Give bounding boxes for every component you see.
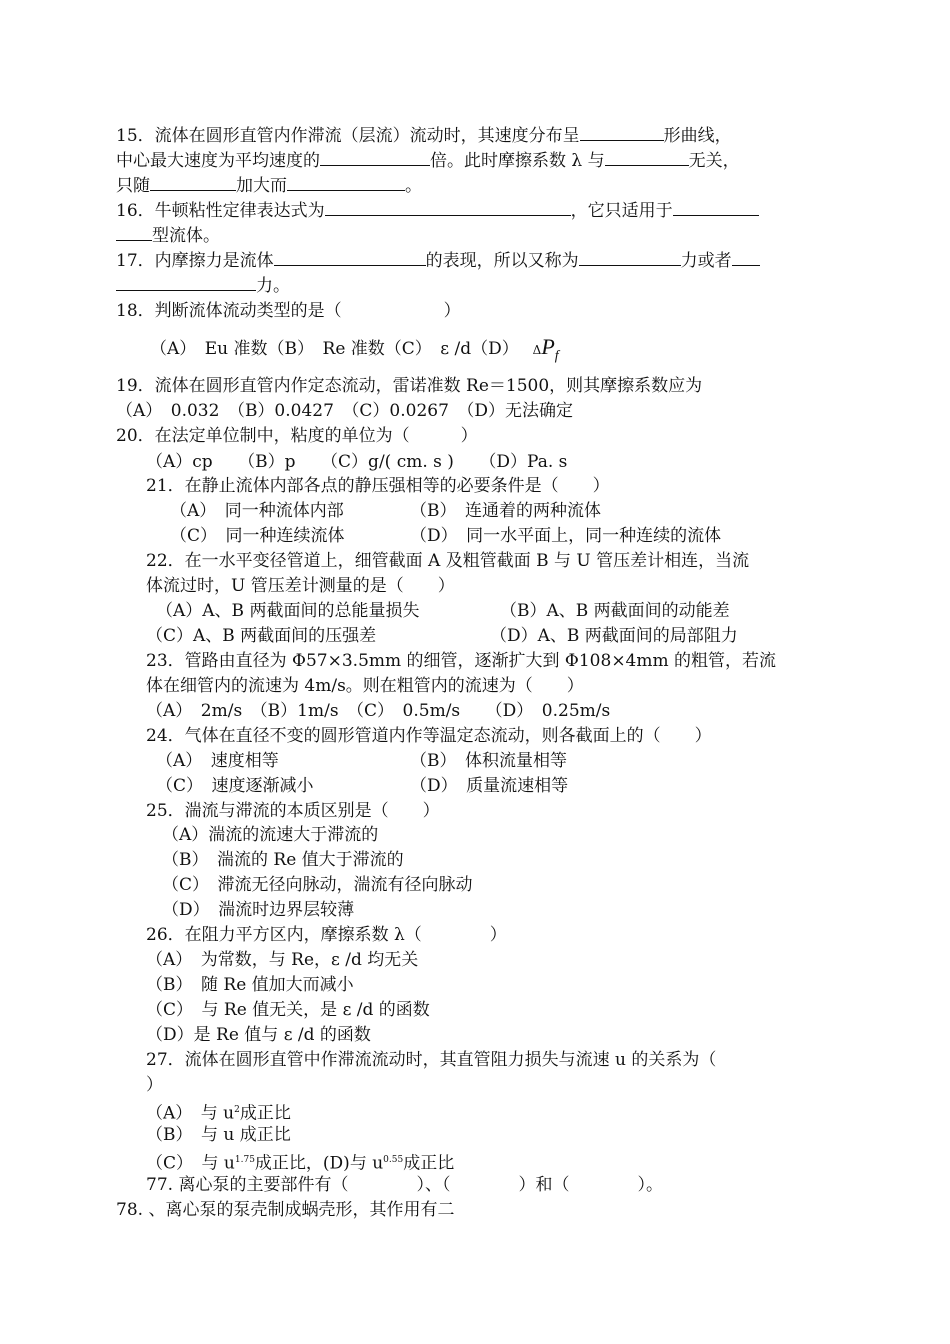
q23-line1: 23．管路由直径为 Φ57×3.5mm 的细管，逐渐扩大到 Φ108×4mm 的粗管，若流 — [146, 651, 777, 671]
q27-option-a: （A） 与 $u^2$成正比 — [146, 1103, 291, 1124]
blank-line — [673, 200, 759, 216]
q17-line1: 17．内摩擦力是流体 的表现，所以又称为 力或者 — [116, 249, 760, 273]
q21-option-a: （A） 同一种流体内部 — [170, 501, 344, 521]
q77-text: 77. 离心泵的主要部件有（ ）、（ ）和（ ）。 — [146, 1175, 663, 1195]
q18-options: （A） Eu 准数（B） Re 准数（C） ε /d（D） $\Delta P_f$ — [150, 334, 559, 364]
q24-stem: 24．气体在直径不变的圆形管道内作等温定态流动，则各截面上的（ ） — [146, 726, 712, 746]
q25-option-b: （B） 湍流的 Re 值大于滞流的 — [162, 850, 404, 870]
pf-symbol: $P_f$ — [541, 334, 559, 364]
q16-line1: 16．牛顿粘性定律表达式为 ，它只适用于 — [116, 199, 759, 223]
q22-option-b: （B）A、B 两截面间的动能差 — [500, 601, 730, 621]
q26-option-a: （A） 为常数，与 Re，ε /d 均无关 — [146, 950, 419, 970]
q17-line2: 力。 — [116, 274, 290, 298]
q23-line2: 体在细管内的流速为 4m/s。则在粗管内的流速为（ ） — [146, 676, 584, 696]
q15-line2: 中心最大速度为平均速度的 倍。此时摩擦系数 λ 与 无关， — [116, 151, 740, 171]
q16-line2: 型流体。 — [116, 224, 220, 248]
q19-stem: 19．流体在圆形直管内作定态流动，雷诺准数 Re＝1500，则其摩擦系数应为 — [116, 376, 703, 396]
q27-option-b: （B） 与 u 成正比 — [146, 1125, 291, 1145]
q19-options: （A） 0.032 （B）0.0427 （C）0.0267 （D）无法确定 — [116, 401, 574, 421]
q18-stem: 18．判断流体流动类型的是（ ） — [116, 301, 461, 321]
q25-option-c: （C） 滞流无径向脉动，湍流有径向脉动 — [162, 875, 473, 895]
q26-option-c: （C） 与 Re 值无关，是 ε /d 的函数 — [146, 1000, 430, 1020]
blank-line — [605, 150, 689, 166]
q20-stem: 20．在法定单位制中，粘度的单位为（ ） — [116, 426, 478, 446]
blank-line — [579, 250, 681, 266]
q15-line1: 15．流体在圆形直管内作滞流（层流）流动时，其速度分布呈 形曲线， — [116, 126, 732, 146]
blank-line — [320, 150, 430, 166]
q15-line3: 只随 加大而 。 — [116, 176, 422, 196]
q24-option-b: （B） 体积流量相等 — [410, 751, 567, 771]
blank-line — [325, 200, 571, 216]
q21-stem: 21．在静止流体内部各点的静压强相等的必要条件是（ ） — [146, 476, 610, 496]
blank-line — [287, 175, 405, 191]
q26-stem: 26．在阻力平方区内，摩擦系数 λ（ ） — [146, 925, 507, 945]
blank-line — [116, 275, 256, 291]
q22-line1: 22．在一水平变径管道上，细管截面 A 及粗管截面 B 与 U 管压差计相连，当流 — [146, 551, 750, 571]
q21-option-c: （C） 同一种连续流体 — [170, 526, 345, 546]
q20-options: （A）cp （B）p （C）g/( cm. s ) （D）Pa. s — [146, 452, 568, 472]
q26-option-b: （B） 随 Re 值加大而减小 — [146, 975, 354, 995]
q23-options: （A） 2m/s （B）1m/s （C） 0.5m/s （D） 0.25m/s — [146, 701, 611, 721]
q22-option-c: （C）A、B 两截面间的压强差 — [146, 626, 377, 646]
blank-line — [732, 250, 760, 266]
delta-symbol: Δ — [532, 343, 542, 357]
q24-option-d: （D） 质量流速相等 — [410, 776, 569, 796]
q78-text: 78. 、离心泵的泵壳制成蜗壳形，其作用有二 — [116, 1200, 455, 1220]
q25-option-a: （A）湍流的流速大于滞流的 — [162, 825, 379, 845]
q24-option-a: （A） 速度相等 — [156, 751, 279, 771]
q21-option-d: （D） 同一水平面上，同一种连续的流体 — [410, 526, 722, 546]
q26-option-d: （D）是 Re 值与 ε /d 的函数 — [146, 1025, 371, 1045]
q22-line2: 体流过时，U 管压差计测量的是（ ） — [146, 576, 455, 596]
q27-line1: 27．流体在圆形直管中作滞流流动时，其直管阻力损失与流速 u 的关系为（ — [146, 1050, 717, 1070]
q22-option-d: （D）A、B 两截面间的局部阻力 — [490, 626, 738, 646]
blank-line — [150, 175, 236, 191]
blank-line — [580, 125, 664, 141]
blank-line — [274, 250, 426, 266]
q25-stem: 25．湍流与滞流的本质区别是（ ） — [146, 801, 440, 821]
q21-option-b: （B） 连通着的两种流体 — [410, 501, 601, 521]
q24-option-c: （C） 速度逐渐减小 — [156, 776, 314, 796]
q22-option-a: （A）A、B 两截面间的总能量损失 — [156, 601, 420, 621]
blank-line — [116, 225, 152, 241]
q27-line2: ） — [146, 1075, 163, 1095]
q25-option-d: （D） 湍流时边界层较薄 — [162, 900, 355, 920]
q27-option-c-d: （C） 与 $u^{1.75}$成正比，(D)与 $u^{0.55}$成正比 — [146, 1153, 455, 1174]
